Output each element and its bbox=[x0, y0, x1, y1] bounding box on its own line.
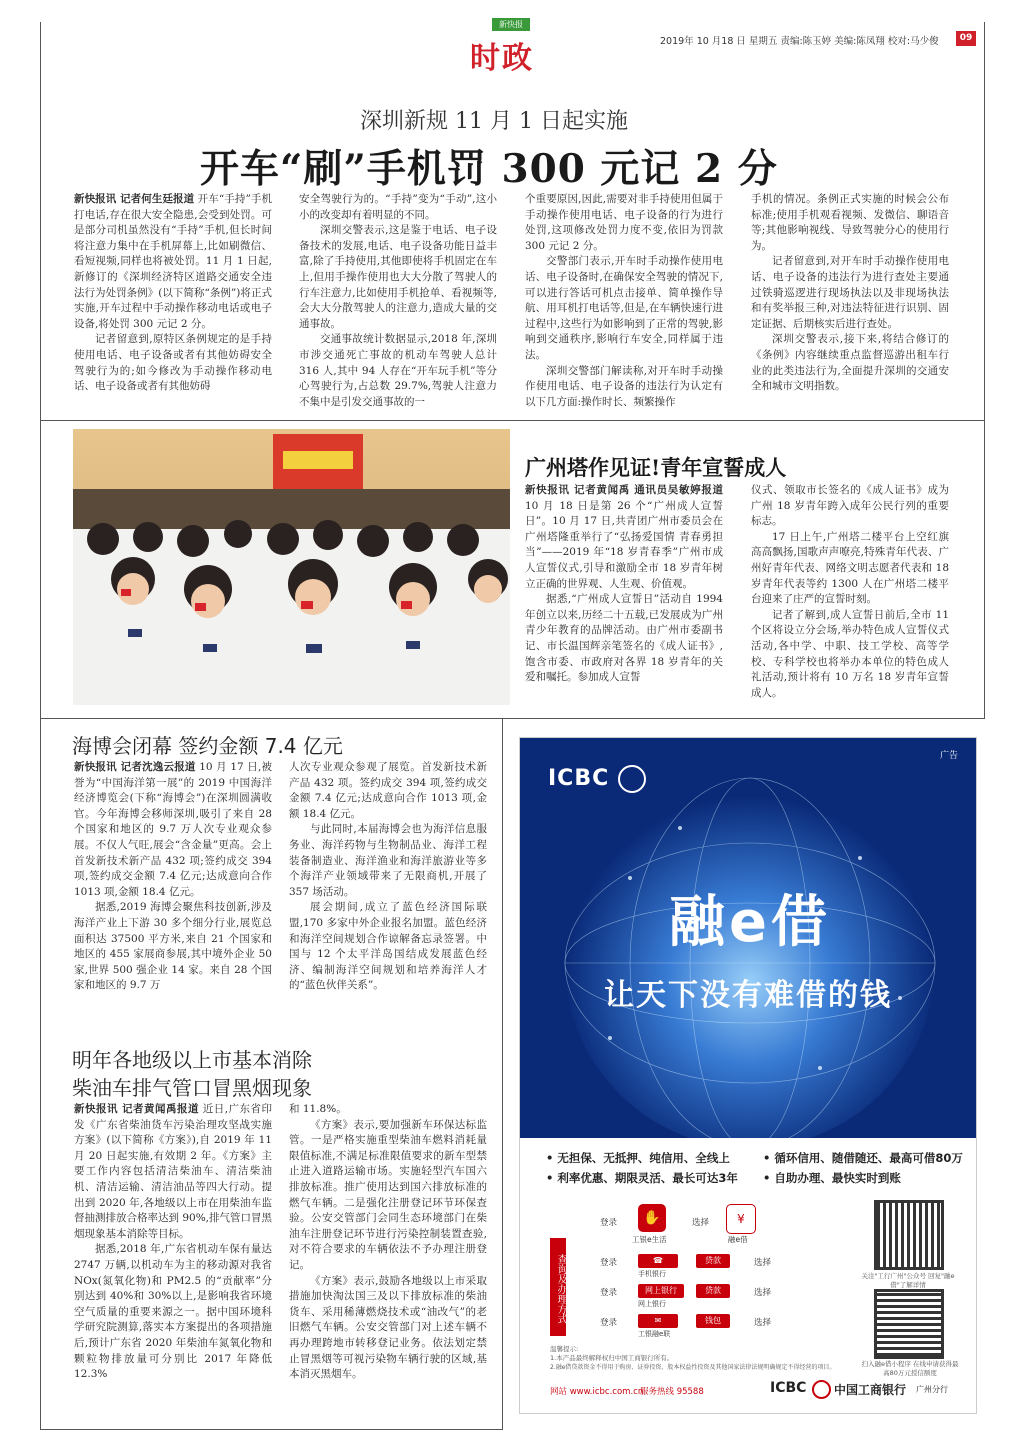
footnote-1: 1.本产品最终解释权归中国工商银行所有。 bbox=[550, 1354, 674, 1362]
diesel-col-1 bbox=[74, 1102, 272, 1424]
hotline: 服务热线 95588 bbox=[640, 1387, 704, 1397]
website-link[interactable]: 网站 www.icbc.com.cn bbox=[550, 1387, 644, 1397]
diesel-text: 和 11.8%。 bbox=[289, 1103, 347, 1115]
expo-text: 人次专业观众参观了展览。首发新技术新产品 432 项。签约成交 394 项,签约成交金额 7.4 亿元;达成意向合作 1013 项,金额 18.4 亿元。 bbox=[289, 761, 487, 820]
expo-text: 与此同时,本届海博会也为海洋信息服务业、海洋药物与生物制品业、海洋工程装备制造业、海洋渔业和海洋旅游业等多个海洋产业领域带来了无限商机,开展了 357 场活动。 bbox=[289, 823, 487, 898]
lead-text: 手机的情况。条例正式实施的时候会公布标准;使用手机观看视频、发微信、聊语音等;其他影响视线、导致驾驶分心的使用行为。 bbox=[751, 193, 949, 252]
mobile-bank-label: 手机银行 bbox=[638, 1270, 666, 1278]
step-choose-1: 选择 bbox=[692, 1218, 710, 1228]
bank-name: 中国工商银行 bbox=[834, 1383, 907, 1397]
lead-text: 个重要原因,因此,需要对非手持使用但属于手动操作使用电话、电子设备的行为进行处罚,这项修改处罚力度不变,依旧为罚款 300 元记 2 分。 bbox=[525, 193, 723, 252]
guangzhou-text: 17 日上午,广州塔二楼平台上空红旗高高飘扬,国歌声声嘹亮,特殊青年代表、广州好青年代表、网络文明志愿者代表和 18 岁青年代表等约 1300 人在广州塔二楼平台迎来了庄严的宣誓时刻。 bbox=[751, 530, 949, 606]
expo-col-2 bbox=[289, 760, 487, 1022]
wallet-chip[interactable]: 钱包 bbox=[696, 1314, 730, 1328]
step-login-1: 登录 bbox=[600, 1218, 618, 1228]
diesel-headline-2: 柴油车排气管口冒黑烟现象 bbox=[72, 1076, 312, 1100]
step-login-4: 登录 bbox=[600, 1318, 618, 1328]
lead-subtitle: 深圳新规 11 月 1 日起实施 bbox=[360, 109, 628, 134]
guangzhou-text: 仪式、领取市长签名的《成人证书》成为广州 18 岁青年跨入成年公民行列的重要标志。 bbox=[751, 484, 949, 528]
diesel-text: 近日,广东省印发《广东省柴油货车污染治理攻坚战实施方案》(以下简称《方案》),自 2019 年 11 月 20 日起实施,有效期 2 年。《方案》主要工作内容包括清洁柴油车、清洁柴油机、清洁运输、清洁油品等四大行动。提出到 2020 年,各地级以上市在用柴油车监督抽测排放合格率达到 90%,排气管口冒黑烟现象基本消除等目标。 bbox=[74, 1103, 272, 1240]
lead-text: 安全驾驶行为的。“手持”变为“手动”,这小小的改变却有着明显的不同。 bbox=[299, 193, 497, 221]
apply-steps bbox=[576, 1204, 846, 1344]
step-login-2: 登录 bbox=[600, 1258, 618, 1268]
expo-col-1 bbox=[74, 760, 272, 1022]
guangzhou-text: 10 月 18 日是第 26 个“广州成人宣誓日”。10 月 17 日,共青团广州市委员会在广州塔隆重举行了“弘扬爱国情 青春勇担当”——2019 年“18 岁青春季”广州市成人宣誓仪式,引导和激励全市 18 岁青年树立正确的世界观、人生观、价值观。 bbox=[525, 499, 723, 590]
lead-text: 记者留意到,原特区条例规定的是手持使用电话、电子设备或者有其他妨碍安全驾驶行为的;如今修改为手动操作移动电话、电子设备或者有其他妨碍 bbox=[74, 333, 272, 393]
qr-code-wechat[interactable] bbox=[874, 1200, 944, 1270]
lead-col-1 bbox=[74, 192, 272, 417]
lead-text: 交通事故统计数据显示,2018 年,深圳市涉交通死亡事故的机动车驾驶人总计 316 人,其中 94 人存在“开车玩手机”等分心驾驶行为,占总数 29.7%,驾驶人注意力不集中是引发交通事故的一 bbox=[299, 333, 497, 408]
diesel-text: 据悉,2018 年,广东省机动车保有量达 2747 万辆,以机动车为主的移动源对我省 NOx(氮氧化物)和 PM2.5 的“贡献率”分别达到 40%和 30%以上,是影响我省环境空气质量的重要来源之一。据中国环境科学研究院测算,落实本方案提出的各项措施后,预计广东省 2020 年柴油车氮氧化物和颗粒物排放量可分别比 2017 年降低 12.3% bbox=[74, 1243, 272, 1381]
step-login-3: 登录 bbox=[600, 1288, 618, 1298]
expo-headline: 海博会闭幕 签约金额 7.4 亿元 bbox=[72, 734, 343, 758]
step-choose-4: 选择 bbox=[754, 1318, 772, 1328]
ceremony-photo bbox=[73, 429, 510, 705]
lead-col-4 bbox=[751, 192, 949, 417]
lead-text: 深圳交警部门解读称,对开车时手动操作使用电话、电子设备的违法行为认定有以下几方面:操作时长、频繁操作 bbox=[525, 364, 723, 408]
online-bank-chip[interactable]: 网上银行 bbox=[638, 1284, 684, 1298]
diesel-col-2 bbox=[289, 1102, 487, 1424]
lead-text: 深圳交警表示,接下来,将结合修订的《条例》内容继续重点监督巡游出租车行业的此类违法行为,全面提升深圳的交通安全和城市文明指数。 bbox=[751, 333, 949, 393]
diesel-byline: 新快报讯 记者黄闻禹报道 bbox=[74, 1103, 199, 1115]
expo-text: 据悉,2019 海博会聚焦科技创新,涉及海洋产业上下游 30 多个细分行业,展览总面积达 37500 平方米,来自 21 个国家和地区的 455 家展商参展,其中境外企业 50 家,世界 500 强企业 14 家。来自 28 个国家和地区的 9.7 万 bbox=[74, 901, 272, 992]
ad-slogan: 让天下没有难借的钱 bbox=[604, 978, 892, 1013]
expo-byline: 新快报讯 记者沈逸云报道 bbox=[74, 761, 196, 773]
elian-chip[interactable]: ✉ bbox=[638, 1314, 678, 1328]
lead-text: 交警部门表示,开车时手动操作使用电话、电子设备时,在确保安全驾驶的情况下,可以进行答话可机点击接单、简单操作导航、用耳机打电话等,但是,在车辆快速行进过程中,这些行为如影响到了正常的驾驶,影响到交通秩序,影响行车安全,同样属于违法。 bbox=[525, 255, 723, 361]
feature-4: • 自助办理、最快实时到账 bbox=[763, 1171, 901, 1185]
lead-headline: 开车“刷”手机罚 300 元记 2 分 bbox=[200, 146, 778, 192]
diesel-text: 《方案》表示,鼓励各地级以上市采取措施加快淘汰国三及以下排放标准的柴油货车、采用稀薄燃烧技术或“油改气”的老旧燃气车辆。公安交管部门对上述车辆不再办理跨地市转移登记业务。依法划定禁止冒黑烟等可视污染物车辆行驶的区域,基本消灭黑烟车。 bbox=[289, 1274, 487, 1381]
product-name: 融e借 bbox=[669, 890, 831, 955]
icbc-emblem-icon bbox=[618, 765, 646, 793]
elian-label: 工银融e联 bbox=[638, 1330, 671, 1338]
guangzhou-col-1 bbox=[525, 483, 723, 711]
lead-byline: 新快报讯 记者何生廷报道 bbox=[74, 193, 195, 205]
guangzhou-col-2 bbox=[751, 483, 949, 711]
loan-chip-2[interactable]: 贷款 bbox=[696, 1284, 730, 1298]
section-title: 时政 bbox=[470, 41, 534, 76]
app-icon-rongejie[interactable]: ¥ bbox=[726, 1204, 756, 1234]
app-label-rongejie: 融e借 bbox=[728, 1235, 748, 1244]
footnote-2: 2.融e借贷款资金不得用于购房、证券投资、股本权益性投资及其他国家法律法规明确规定不得经营的项目。 bbox=[550, 1364, 836, 1371]
app-icon-elife[interactable]: ✋ bbox=[638, 1204, 666, 1232]
guangzhou-headline: 广州塔作见证!青年宣誓成人 bbox=[525, 455, 787, 480]
expo-text: 展会期间,成立了蓝色经济国际联盟,170 多家中外企业报名加盟。蓝色经济和海洋空间规划合作谅解备忘录签署。中国与 12 个太平洋岛国结成发展蓝色经济、编制海洋空间规划和培养海洋人才的“蓝色伙伴关系”。 bbox=[289, 901, 487, 992]
diesel-headline-1: 明年各地级以上市基本消除 bbox=[72, 1048, 312, 1072]
lead-col-3 bbox=[525, 192, 723, 417]
expo-text: 10 月 17 日,被誉为“中国海洋第一展”的 2019 中国海洋经济博览会(下称“海博会”)在深圳圆满收官。今年海博会移师深圳,吸引了来自 28 个国家和地区的 9.7 万人次专业观众参展。不仅人气旺,展会“含金量”更高。会上首发新技术新产品 432 项;签约成交 394 项,签约成交金额 7.4 亿元;达成意向合作 1013 项,金额 18.4 亿元。 bbox=[74, 761, 272, 898]
ceremony-photo-graphic bbox=[73, 429, 510, 705]
mobile-bank-chip[interactable]: ☎ bbox=[638, 1254, 678, 1268]
feature-2: • 循环信用、随借随还、最高可借80万 bbox=[763, 1151, 963, 1165]
branch-name: 广州分行 bbox=[916, 1385, 948, 1394]
qr-code-miniapp[interactable] bbox=[874, 1289, 944, 1359]
guangzhou-text: 记者了解到,成人宣誓日前后,全市 11 个区将设立分会场,举办特色成人宣誓仪式活动,各中学、中职、技工学校、高等学校、专科学校也将举办本单位的特色成人礼活动,预计将有 10 万名 18 岁青年宣誓成人。 bbox=[751, 608, 949, 699]
step-choose-2: 选择 bbox=[754, 1258, 772, 1268]
page-number: 09 bbox=[956, 31, 976, 46]
diesel-text: 《方案》表示,要加强新车环保达标监管。一是严格实施重型柴油车燃料消耗量限值标准,不满足标准限值要求的新车型禁止进入道路运输市场。实施轻型汽车国六排放标准。推广使用达到国六排放标准的燃气车辆。二是强化注册登记环节环保查验。公安交管部门会同生态环境部门在柴油车注册登记环节进行污染控制装置查验,对不符合要求的车辆依法不予办理注册登记。 bbox=[289, 1118, 487, 1271]
lead-text: 开车“手持”手机打电话,存在很大安全隐患,会受到处罚。可是部分司机虽然没有“手持”手机,但长时间将注意力集中在手机屏幕上,比如刷微信、看短视频,同样也将被处罚。11 月 1 日起,新修订的《深圳经济特区道路交通安全违法行为处罚条例》(以下简称“条例”)将正式实施,开车过程中手动操作移动电话或电子设备,将处罚 300 元记 2 分。 bbox=[74, 193, 272, 330]
footnote-title: 温馨提示: bbox=[550, 1345, 579, 1353]
app-label-elife: 工银e生活 bbox=[632, 1235, 667, 1244]
lead-text: 深圳交警表示,这是鉴于电话、电子设备技术的发展,电话、电子设备功能日益丰富,除了手持使用,其他即使将手机固定在车上,但用手操作使用也大大分散了驾驶人的行车注意力,比如使用手机抢单、看视频等,会大大分散驾驶人的注意力,造成大量的交通事故。 bbox=[299, 224, 497, 330]
guangzhou-byline: 新快报讯 记者黄闻禹 通讯员吴敏婷报道 bbox=[525, 484, 723, 496]
brand-mark: 新快报 bbox=[492, 18, 530, 31]
icbc-advertisement[interactable] bbox=[519, 737, 977, 1414]
icbc-footer-emblem-icon bbox=[812, 1380, 831, 1399]
step-choose-3: 选择 bbox=[754, 1288, 772, 1298]
loan-chip-1[interactable]: 贷款 bbox=[696, 1254, 730, 1268]
lead-col-2 bbox=[299, 192, 497, 417]
feature-1: • 无担保、无抵押、纯信用、全线上 bbox=[546, 1151, 730, 1165]
icbc-footer-logo: ICBC bbox=[770, 1380, 807, 1396]
guangzhou-text: 据悉,“广州成人宣誓日”活动自 1994 年创立以来,历经二十五载,已发展成为广州青少年教育的品牌活动。由广州市委副书记、市长温国辉亲笔签名的《成人证书》,饱含市委、市政府对各界 18 岁青年的关爱和嘱托。参加成人宣誓 bbox=[525, 593, 723, 684]
qr1-caption: 关注"工行广州"公众号 回复"融e借"了解详情 bbox=[861, 1272, 955, 1289]
lead-text: 记者留意到,对开车时手动操作使用电话、电子设备的违法行为进行查处主要通过铁骑巡逻进行现场执法以及非现场执法和有奖举报三种,对违法特征进行识别、固定证据、后期核实后进行查处。 bbox=[751, 255, 949, 330]
qr2-caption: 扫入融e借小程序 在线申请获得最高80万元授信额度 bbox=[861, 1360, 959, 1377]
ad-tag: 广告 bbox=[940, 751, 959, 761]
ad-banner bbox=[520, 738, 976, 1138]
feature-3: • 利率优惠、期限灵活、最长可达3年 bbox=[546, 1171, 738, 1185]
page-meta: 2019年 10 月18 日 星期五 责编:陈玉婷 美编:陈凤翔 校对:马少俊 bbox=[660, 36, 939, 47]
online-bank-label: 网上银行 bbox=[638, 1300, 666, 1308]
icbc-logo-text: ICBC bbox=[548, 766, 610, 791]
side-label: 查询及办理方式 bbox=[550, 1238, 566, 1336]
